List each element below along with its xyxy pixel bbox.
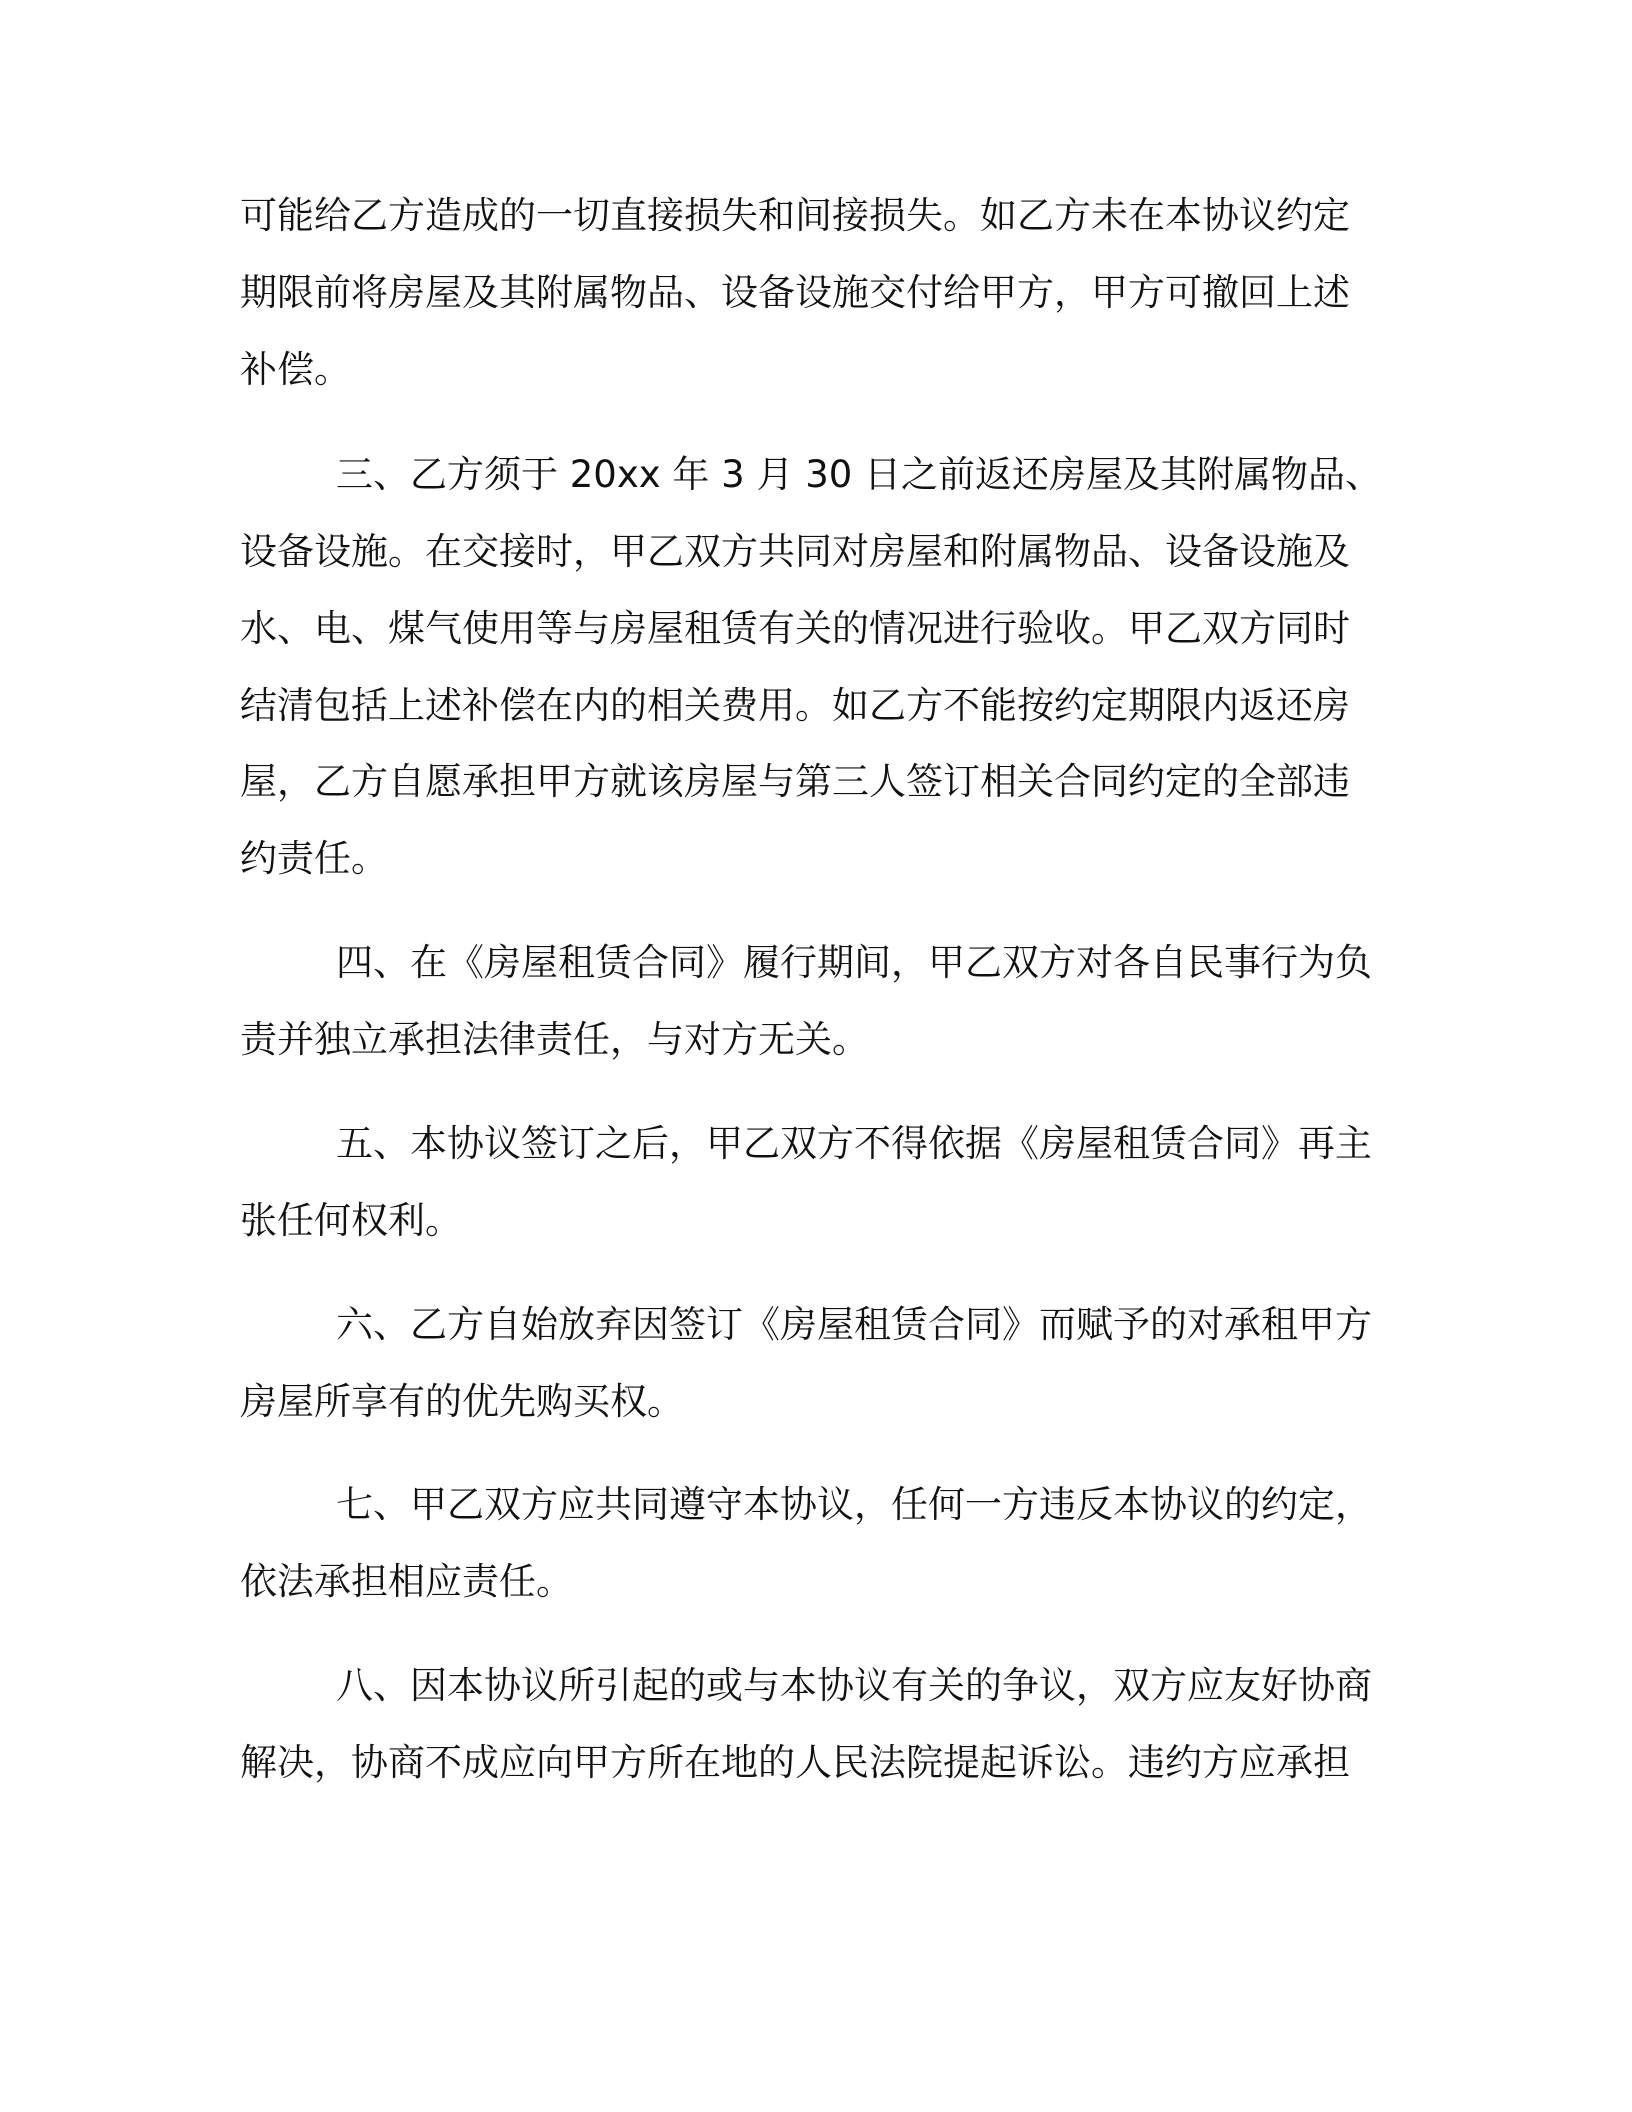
paragraph-line: 五、本协议签订之后，甲乙双方不得依据《房屋租赁合同》再主	[336, 1122, 1372, 1165]
paragraph-line: 可能给乙方造成的一切直接损失和间接损失。如乙方未在本协议约定	[240, 194, 1350, 237]
paragraph-line: 房屋所享有的优先购买权。	[240, 1380, 684, 1423]
paragraph-line: 责并独立承担法律责任，与对方无关。	[240, 1018, 869, 1061]
paragraph-line: 水、电、煤气使用等与房屋租赁有关的情况进行验收。甲乙双方同时	[240, 607, 1350, 650]
paragraph-line: 依法承担相应责任。	[240, 1560, 573, 1603]
paragraph-line: 屋，乙方自愿承担甲方就该房屋与第三人签订相关合同约定的全部违	[240, 760, 1350, 803]
paragraph-line: 结清包括上述补偿在内的相关费用。如乙方不能按约定期限内返还房	[240, 684, 1350, 727]
paragraph-line: 设备设施。在交接时，甲乙双方共同对房屋和附属物品、设备设施及	[240, 530, 1350, 573]
paragraph-line: 四、在《房屋租赁合同》履行期间，甲乙双方对各自民事行为负	[336, 941, 1372, 984]
paragraph-line: 解决，协商不成应向甲方所在地的人民法院提起诉讼。违约方应承担	[240, 1741, 1350, 1784]
paragraph-line: 补偿。	[240, 348, 351, 391]
paragraph-line: 约责任。	[240, 837, 388, 880]
paragraph-line: 八、因本协议所引起的或与本协议有关的争议，双方应友好协商	[336, 1664, 1372, 1707]
paragraph-line: 期限前将房屋及其附属物品、设备设施交付给甲方，甲方可撤回上述	[240, 271, 1350, 314]
paragraph-line: 三、乙方须于 20xx 年 3 月 30 日之前返还房屋及其附属物品、	[336, 453, 1383, 496]
paragraph-line: 张任何权利。	[240, 1199, 462, 1242]
paragraph-line: 六、乙方自始放弃因签订《房屋租赁合同》而赋予的对承租甲方	[336, 1303, 1372, 1346]
paragraph-line: 七、甲乙双方应共同遵守本协议，任何一方违反本协议的约定，	[336, 1483, 1372, 1526]
